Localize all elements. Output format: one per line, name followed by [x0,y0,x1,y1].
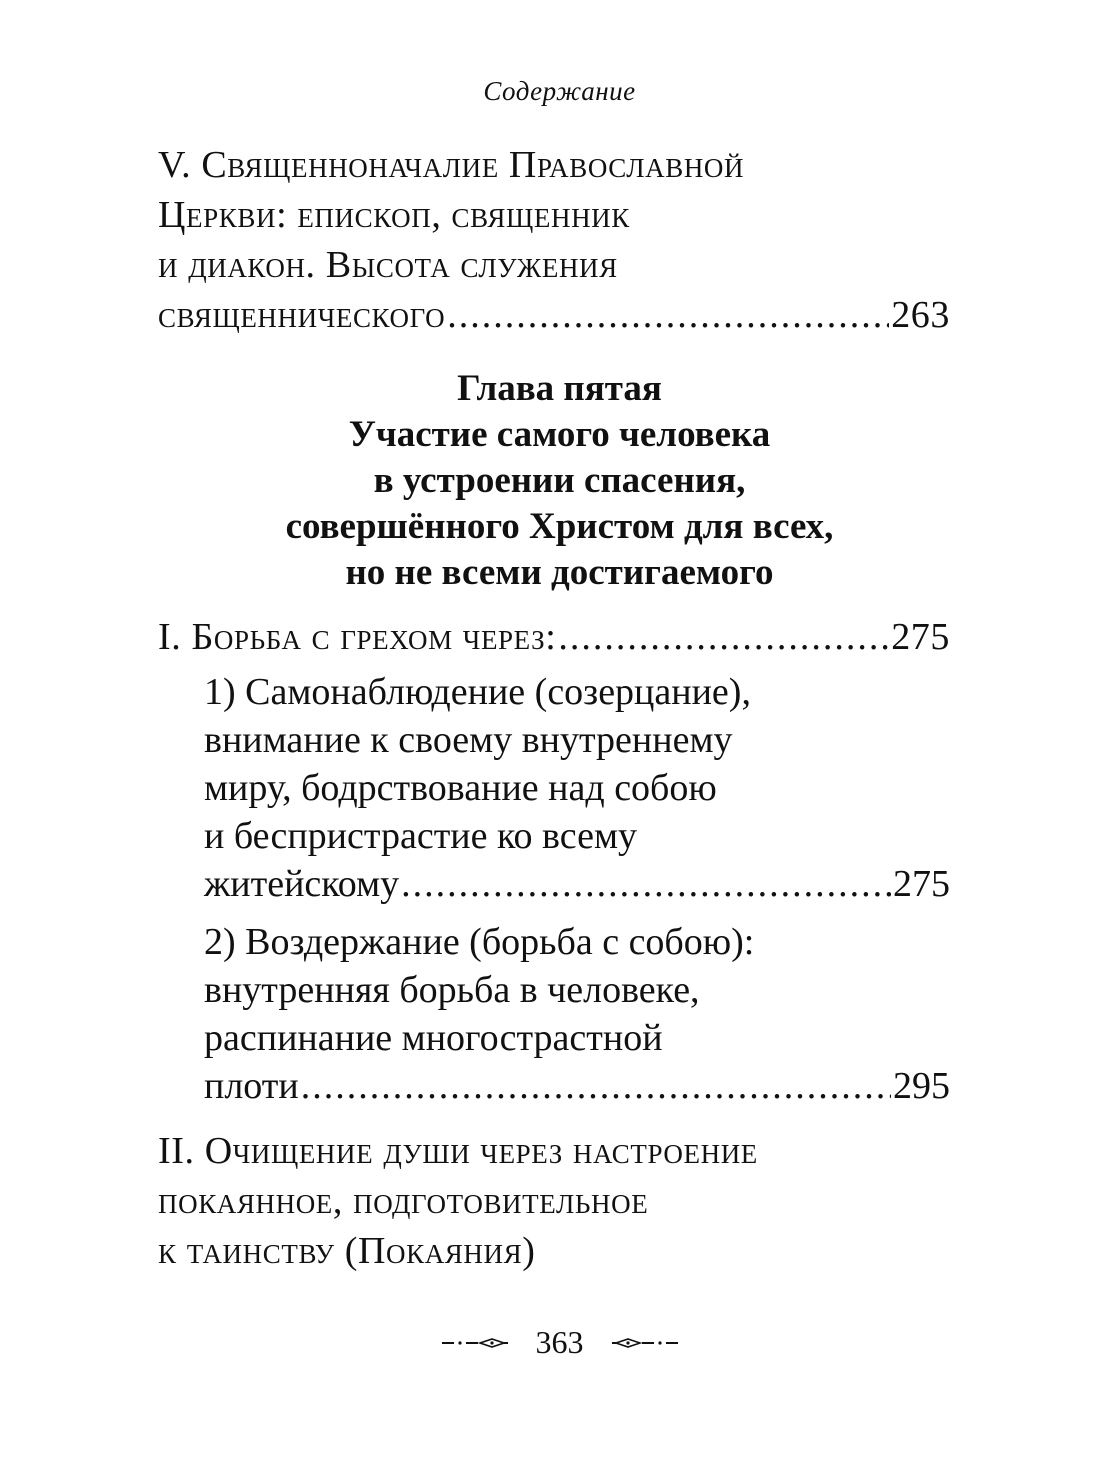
page-reference: 275 [893,863,950,905]
page-reference: 263 [891,294,950,336]
toc-entry-line: и диакон. Высота служения [158,244,618,286]
toc-subentry-2[interactable] [204,918,950,1110]
toc-entry-line: внимание к своему внутреннему [204,719,733,761]
running-head: Содержание [483,76,636,106]
toc-entry-section-v[interactable] [158,140,950,340]
toc-entry-leader-line [204,860,950,908]
toc-entry-line: 1) Самонаблюдение (созерцание), [204,671,751,713]
toc-entry-leader-line [204,1062,950,1110]
chapter-title-line: Участие самого человека [348,414,771,455]
toc-entry-line: внутренняя борьба в человеке, [204,969,700,1011]
page-reference: 295 [893,1065,950,1107]
toc-subentry-1[interactable] [204,668,950,908]
dot-leader [401,860,891,908]
toc-entry-line: житейскому [204,863,400,905]
toc-entry-line: миру, бодрствование над собою [204,767,717,809]
chapter-title-line: в устроении спасения, [373,460,746,501]
right-ornament-icon [610,1336,680,1350]
toc-entry-leader-line [158,290,950,340]
toc-entry-line: плоти [204,1065,299,1107]
chapter-label: Глава пятая [457,368,662,409]
page-reference: 275 [891,616,950,658]
toc-entry-line: и беспристрастие ко всему [204,815,637,857]
page-folio [0,1324,1119,1361]
dot-leader [558,612,889,662]
toc-entry-line: V. Священноначалие Православной [158,144,745,186]
toc-entry-line: священнического [158,294,446,336]
toc-entry-line: II. Очищение души через настроение [158,1130,758,1172]
chapter-heading [0,366,1119,596]
toc-entry-line: I. Борьба с грехом через: [158,616,557,658]
toc-entry-section-ii[interactable] [158,1126,950,1276]
chapter-title-line: совершённого Христом для всех, [285,506,834,547]
page-number: 363 [535,1324,584,1360]
toc-entry-leader-line [158,612,950,662]
toc-entry-section-i[interactable] [158,612,950,662]
toc-entry-line: распинание многострастной [204,1017,663,1059]
left-ornament-icon [440,1336,510,1350]
toc-entry-line: 2) Воздержание (борьба с собою): [204,921,755,963]
dot-leader [301,1062,891,1110]
toc-entry-line: к таинству (Покаяния) [158,1230,536,1272]
toc-entry-line: покаянное, подготовительное [158,1180,649,1222]
dot-leader [447,290,889,340]
toc-entry-line: Церкви: епископ, священник [158,194,630,236]
chapter-title-line: но не всеми достигаемого [345,552,774,593]
